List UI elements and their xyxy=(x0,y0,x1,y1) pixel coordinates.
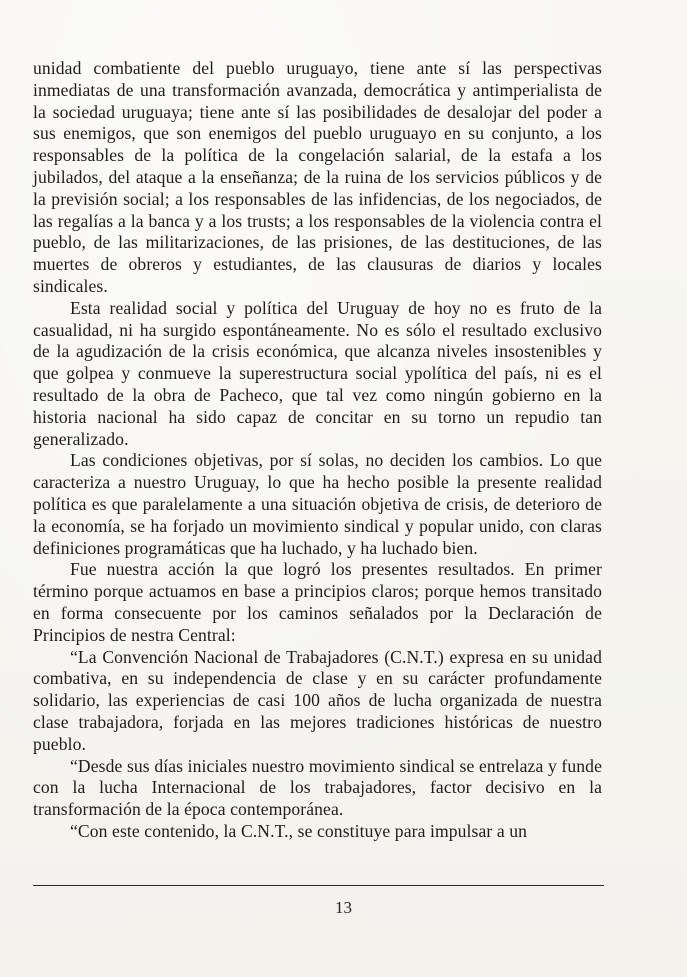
paragraph-2: Esta realidad social y política del Uruguay de hoy no es fruto de la casualidad, ni ha surgido espontáneamente. No es sólo el resultado exclusivo de la agudización de la crisis económica, que alcanza niveles insostenibles y que golpea y conmueve la superestructura social ypolítica del país, ni es el resultado de la obra de Pacheco, que tal vez como ningún gobierno en la historia nacional ha sido capaz de concitar en su torno un repudio tan generalizado. xyxy=(33,297,602,449)
paragraph-4: Fue nuestra acción la que logró los presentes resultados. En primer término porque actuamos en base a principios claros; porque hemos transitado en forma consecuente por los caminos señalados por la Declaración de Principios de nestra Central: xyxy=(33,559,602,645)
footer-rule xyxy=(33,885,604,886)
page-number: 13 xyxy=(335,898,352,917)
body-text xyxy=(33,58,602,843)
paragraph-1: unidad combatiente del pueblo uruguayo, tiene ante sí las perspectivas inmediatas de una transformación avanzada, democrática y antimperialista de la sociedad uruguaya; tiene ante sí las posibilidades de desalojar del poder a sus enemigos, que son enemigos del pueblo uruguayo en su conjunto, a los responsables de la política de la congelación salarial, de la estafa a los jubilados, del ataque a la enseñanza; de la ruina de los servicios públicos y de la previsión social; a los responsables de las infidencias, de los negociados, de las regalías a la banca y a los trusts; a los responsables de la violencia contra el pueblo, de las militarizaciones, de las prisiones, de las destituciones, de las muertes de obreros y estudiantes, de las clausuras de diarios y locales sindicales. xyxy=(33,58,602,296)
paragraph-5-quote: “La Convención Nacional de Trabajadores (C.N.T.) expresa en su unidad combativa, en su independencia de clase y en su carácter profundamente solidario, las experiencias de casi 100 años de lucha organizada de nuestra clase trabajadora, forjada en las mejores tradiciones históricas de nuestro pueblo. xyxy=(33,646,602,754)
paragraph-3: Las condiciones objetivas, por sí solas, no deciden los cambios. Lo que caracteriza a nuestro Uruguay, lo que ha hecho posible la presente realidad política es que paralelamente a una situación objetiva de crisis, de deterioro de la economía, se ha forjado un movimiento sindical y popular unido, con claras definiciones programáticas que ha luchado, y ha luchado bien. xyxy=(33,450,602,558)
paragraph-7-quote: “Con este contenido, la C.N.T., se constituye para impulsar a un xyxy=(70,820,528,841)
paragraph-6-quote: “Desde sus días iniciales nuestro movimiento sindical se entrelaza y funde con la lucha Internacional de los trabajadores, factor decisivo en la transformación de la época contemporánea. xyxy=(33,755,602,820)
